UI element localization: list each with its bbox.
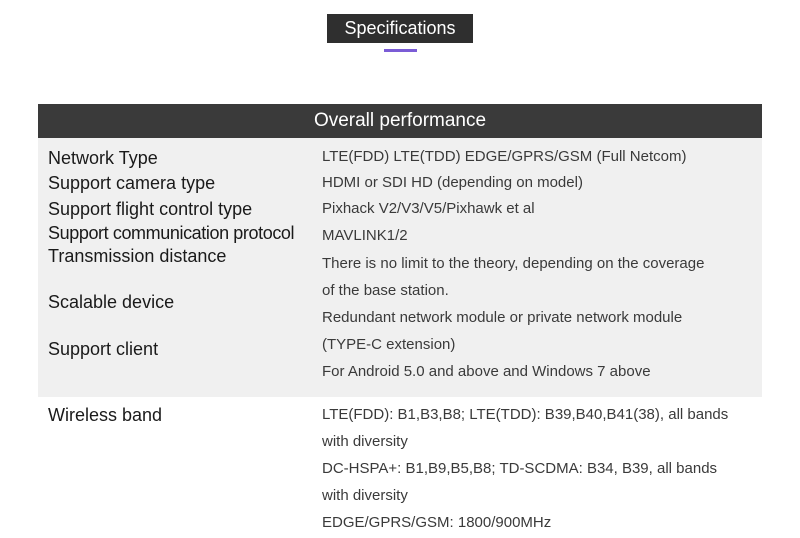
heading-underline bbox=[384, 49, 417, 52]
text-line: Redundant network module or private network module bbox=[322, 309, 683, 326]
label-scalable-device: Scalable device bbox=[48, 292, 175, 312]
value-distance-scalable-client bbox=[322, 250, 747, 385]
text-line: DC-HSPA+: B1,B9,B5,B8; TD-SCDMA: B34, B39, all bands bbox=[322, 460, 718, 477]
text-line: (TYPE-C extension) bbox=[322, 336, 456, 353]
value-wireless-band bbox=[322, 401, 747, 536]
label-transmission-distance: Transmission distance bbox=[48, 246, 227, 266]
text-line: EDGE/GPRS/GSM: 1800/900MHz bbox=[322, 514, 552, 531]
label-communication-protocol: Support communication protocol bbox=[48, 223, 295, 243]
label-flight-control: Support flight control type bbox=[48, 199, 253, 219]
text-line: with diversity bbox=[322, 487, 408, 504]
label-wireless-band: Wireless band bbox=[48, 405, 163, 425]
value-network-type: LTE(FDD) LTE(TDD) EDGE/GPRS/GSM (Full Netcom) bbox=[322, 148, 687, 165]
label-network-type: Network Type bbox=[48, 148, 158, 168]
text-line: LTE(FDD): B1,B3,B8; LTE(TDD): B39,B40,B41(38), all bands bbox=[322, 406, 729, 423]
text-line: There is no limit to the theory, depending on the coverage bbox=[322, 255, 705, 272]
text-line: with diversity bbox=[322, 433, 408, 450]
label-support-client: Support client bbox=[48, 339, 159, 359]
text-line: For Android 5.0 and above and Windows 7 above bbox=[322, 363, 651, 380]
value-protocol: MAVLINK1/2 bbox=[322, 227, 408, 244]
text-line: of the base station. bbox=[322, 282, 449, 299]
label-camera-type: Support camera type bbox=[48, 173, 216, 193]
value-flight-control: Pixhack V2/V3/V5/Pixhawk et al bbox=[322, 200, 535, 217]
value-camera-type: HDMI or SDI HD (depending on model) bbox=[322, 174, 583, 191]
specifications-heading: Specifications bbox=[327, 14, 473, 43]
section-title-overall-performance: Overall performance bbox=[38, 104, 762, 138]
